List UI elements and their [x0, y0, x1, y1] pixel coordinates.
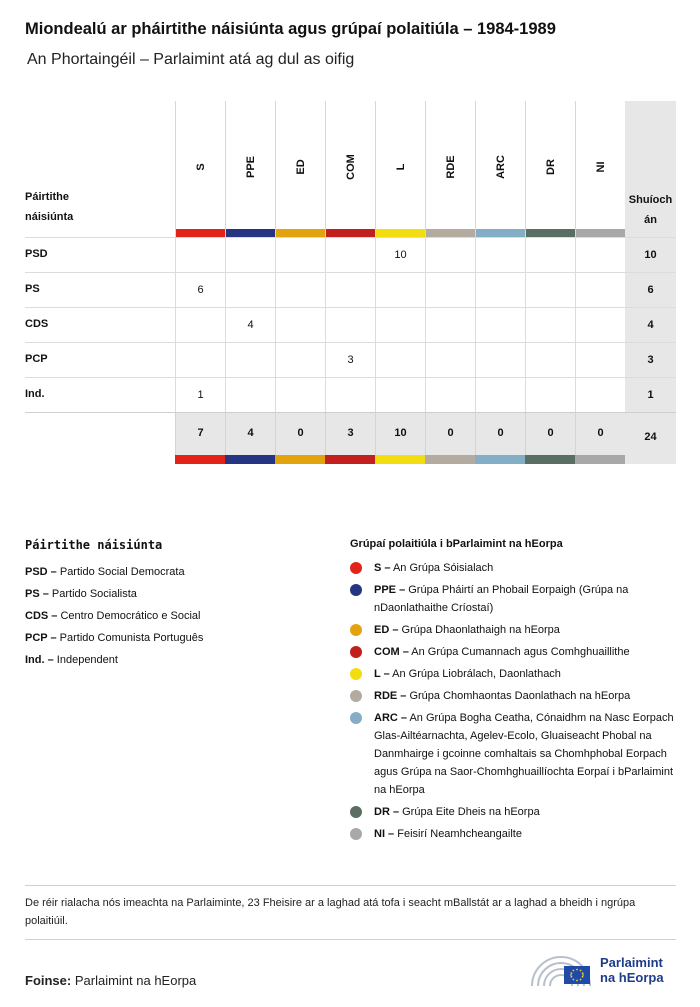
table-cell: [325, 378, 375, 413]
group-color-bar: [275, 455, 325, 464]
group-legend-item: [350, 643, 675, 661]
table-cell: [575, 378, 625, 413]
group-abbr: S –: [374, 562, 391, 574]
group-abbr: COM –: [374, 646, 409, 658]
table-cell: [175, 343, 225, 378]
national-parties-legend: [25, 538, 203, 671]
table-cell: [225, 238, 275, 273]
logo-text-line1: Parlaimint: [600, 955, 663, 970]
table-cell: [275, 273, 325, 308]
group-code-label: L: [394, 163, 407, 171]
national-legend-item: [25, 605, 203, 627]
table-cell: [325, 308, 375, 343]
group-full-name: Grúpa Dhaonlathaigh na hEorpa: [398, 624, 560, 636]
group-color-dot: [350, 646, 362, 658]
group-total: 10: [375, 413, 425, 455]
group-column-header: [575, 101, 625, 238]
table-cell: [425, 308, 475, 343]
table-header: [25, 101, 676, 238]
group-legend-item: [350, 709, 675, 799]
group-code-label: COM: [344, 154, 357, 180]
group-color-dot: [350, 690, 362, 702]
group-legend-item: [350, 803, 675, 821]
group-full-name: An Grúpa Bogha Ceatha, Cónaidhm na Nasc Eorpach Glas-Ailtéarnachta, Agelev-Ecolo, Gluaiseacht Phobal na Danmhairge i gcoinne comhaltais sa Chomhphobal Eorpach agus Grúpa na Saor-Chomhghuaillíochta Eorpaí i bParlaimint na hEorpa: [374, 712, 674, 796]
group-total: 7: [175, 413, 225, 455]
table-cell: [375, 343, 425, 378]
table-cell: [525, 378, 575, 413]
seats-column-header: Shuíoch án: [625, 101, 676, 238]
table-cell: 1: [175, 378, 225, 413]
table-row: [25, 342, 676, 377]
group-color-bar: [575, 455, 625, 464]
table-cell: [325, 238, 375, 273]
totals-row: [25, 412, 676, 463]
group-color-bar: [375, 455, 425, 464]
table-cell: [275, 308, 325, 343]
group-color-bar: [525, 455, 575, 464]
row-seat-total: 6: [625, 273, 676, 308]
party-full-name: Partido Social Democrata: [56, 566, 185, 578]
table-cell: [475, 273, 525, 308]
table-cell: [375, 308, 425, 343]
source-text: Parlaimint na hEorpa: [71, 973, 197, 988]
table-cell: [525, 238, 575, 273]
table-cell: [575, 343, 625, 378]
group-total: 4: [225, 413, 275, 455]
group-legend-item: [350, 825, 675, 843]
group-color-dot: [350, 806, 362, 818]
party-name: PSD: [25, 248, 48, 260]
group-code-label: RDE: [444, 155, 457, 179]
national-legend-heading: Páirtithe náisiúnta: [25, 538, 163, 552]
group-full-name: Grúpa Pháirtí an Phobail Eorpaigh (Grúpa na nDaonlathaithe Críostaí): [374, 584, 629, 614]
group-column-header: [475, 101, 525, 238]
group-abbr: PPE –: [374, 584, 406, 596]
group-column-header: [375, 101, 425, 238]
group-color-bar: [325, 455, 375, 464]
table-cell: [375, 378, 425, 413]
page-title: Miondealú ar pháirtithe náisiúnta agus grúpaí polaitiúla – 1984-1989: [25, 20, 556, 38]
group-color-bar: [175, 455, 225, 464]
group-legend-item: [350, 687, 675, 705]
table-cell: [575, 238, 625, 273]
row-seat-total: 1: [625, 378, 676, 413]
table-cell: [425, 238, 475, 273]
group-column-header: [325, 101, 375, 238]
logo-text-line2: na hEorpa: [600, 970, 664, 985]
table-cell: [475, 343, 525, 378]
group-color-dot: [350, 668, 362, 680]
group-color-bar: [425, 455, 475, 464]
group-abbr: NI –: [374, 828, 395, 840]
party-name: PS: [25, 283, 40, 295]
page-subtitle: An Phortaingéil – Parlaimint atá ag dul as oifig: [27, 51, 355, 68]
groups-legend-heading: Grúpaí polaitiúla i bParlaimint na hEorpa: [350, 538, 563, 550]
group-abbr: L –: [374, 668, 390, 680]
row-seat-total: 10: [625, 238, 676, 273]
group-total: 0: [425, 413, 475, 455]
table-cell: [525, 273, 575, 308]
group-code-label: ED: [294, 159, 307, 175]
group-code-label: ARC: [494, 155, 507, 179]
table-cell: [425, 378, 475, 413]
group-column-header: [275, 101, 325, 238]
group-color-dot: [350, 584, 362, 596]
party-full-name: Partido Comunista Português: [56, 632, 204, 644]
political-groups-legend: [350, 538, 675, 847]
national-legend-item: [25, 627, 203, 649]
group-color-dot: [350, 828, 362, 840]
group-code-label: S: [194, 163, 207, 171]
table-cell: [325, 273, 375, 308]
party-abbr: PCP –: [25, 632, 57, 644]
divider: [25, 885, 676, 886]
group-color-bar: [225, 455, 275, 464]
source-line: [25, 973, 196, 988]
table-row: [25, 272, 676, 307]
table-cell: [425, 343, 475, 378]
table-cell: [375, 273, 425, 308]
table-cell: 10: [375, 238, 425, 273]
group-total: 0: [475, 413, 525, 455]
table-cell: [475, 238, 525, 273]
table-cell: [525, 308, 575, 343]
party-abbr: CDS –: [25, 610, 58, 622]
group-column-header: [425, 101, 475, 238]
group-color-dot: [350, 624, 362, 636]
table-cell: 3: [325, 343, 375, 378]
group-full-name: Grúpa Eite Dheis na hEorpa: [399, 806, 540, 818]
group-column-header: [175, 101, 225, 238]
group-code-label: NI: [594, 161, 607, 173]
party-abbr: PS –: [25, 588, 49, 600]
group-legend-item: [350, 665, 675, 683]
party-name: Ind.: [25, 388, 45, 400]
table-cell: [425, 273, 475, 308]
national-legend-item: [25, 583, 203, 605]
group-code-label: DR: [544, 159, 557, 175]
group-legend-item: [350, 621, 675, 639]
group-abbr: RDE –: [374, 690, 407, 702]
table-row: [25, 237, 676, 272]
group-full-name: Grúpa Chomhaontas Daonlathach na hEorpa: [406, 690, 631, 702]
group-legend-item: [350, 559, 675, 577]
table-cell: [525, 343, 575, 378]
group-full-name: An Grúpa Sóisialach: [390, 562, 494, 574]
group-legend-item: [350, 581, 675, 617]
table-cell: [575, 273, 625, 308]
eu-flag-icon: [564, 966, 590, 984]
party-name: PCP: [25, 353, 48, 365]
party-abbr: PSD –: [25, 566, 57, 578]
european-parliament-logo: [530, 950, 676, 990]
group-abbr: ED –: [374, 624, 399, 636]
party-abbr: Ind. –: [25, 654, 54, 666]
footnote: De réir rialacha nós imeachta na Parlaiminte, 23 Fheisire ar a laghad atá tofa i seacht mBallstát ar a laghad a bheidh i ngrúpa polaitiúil.: [25, 897, 636, 927]
table-cell: [475, 308, 525, 343]
party-column-header: Páirtithe náisiúnta: [25, 191, 74, 223]
group-color-dot: [350, 562, 362, 574]
party-full-name: Centro Democrático e Social: [57, 610, 201, 622]
table-cell: [575, 308, 625, 343]
row-seat-total: 4: [625, 308, 676, 343]
table-row: [25, 377, 676, 412]
group-column-header: [525, 101, 575, 238]
table-cell: [275, 238, 325, 273]
party-full-name: Independent: [53, 654, 118, 666]
group-full-name: Feisirí Neamhcheangailte: [394, 828, 522, 840]
group-total: 0: [575, 413, 625, 455]
table-cell: 6: [175, 273, 225, 308]
row-seat-total: 3: [625, 343, 676, 378]
table-cell: [225, 378, 275, 413]
group-full-name: An Grúpa Liobrálach, Daonlathach: [389, 668, 561, 680]
group-total: 0: [275, 413, 325, 455]
table-cell: [225, 343, 275, 378]
table-cell: 4: [225, 308, 275, 343]
source-label: Foinse:: [25, 973, 72, 988]
party-full-name: Partido Socialista: [48, 588, 137, 600]
table-cell: [475, 378, 525, 413]
group-abbr: DR –: [374, 806, 400, 818]
table-row: [25, 307, 676, 342]
group-code-label: PPE: [244, 156, 257, 179]
group-color-bar: [475, 455, 525, 464]
group-full-name: An Grúpa Cumannach agus Comhghuaillithe: [408, 646, 630, 658]
group-total: 0: [525, 413, 575, 455]
divider: [25, 939, 676, 940]
group-total: 3: [325, 413, 375, 455]
party-name: CDS: [25, 318, 49, 330]
table-cell: [175, 238, 225, 273]
table-cell: [275, 378, 325, 413]
national-legend-item: [25, 649, 203, 671]
table-cell: [275, 343, 325, 378]
table-cell: [175, 308, 225, 343]
table-cell: [225, 273, 275, 308]
grand-total: 24: [625, 413, 676, 464]
group-color-dot: [350, 712, 362, 724]
group-column-header: [225, 101, 275, 238]
group-abbr: ARC –: [374, 712, 408, 724]
national-legend-item: [25, 561, 203, 583]
